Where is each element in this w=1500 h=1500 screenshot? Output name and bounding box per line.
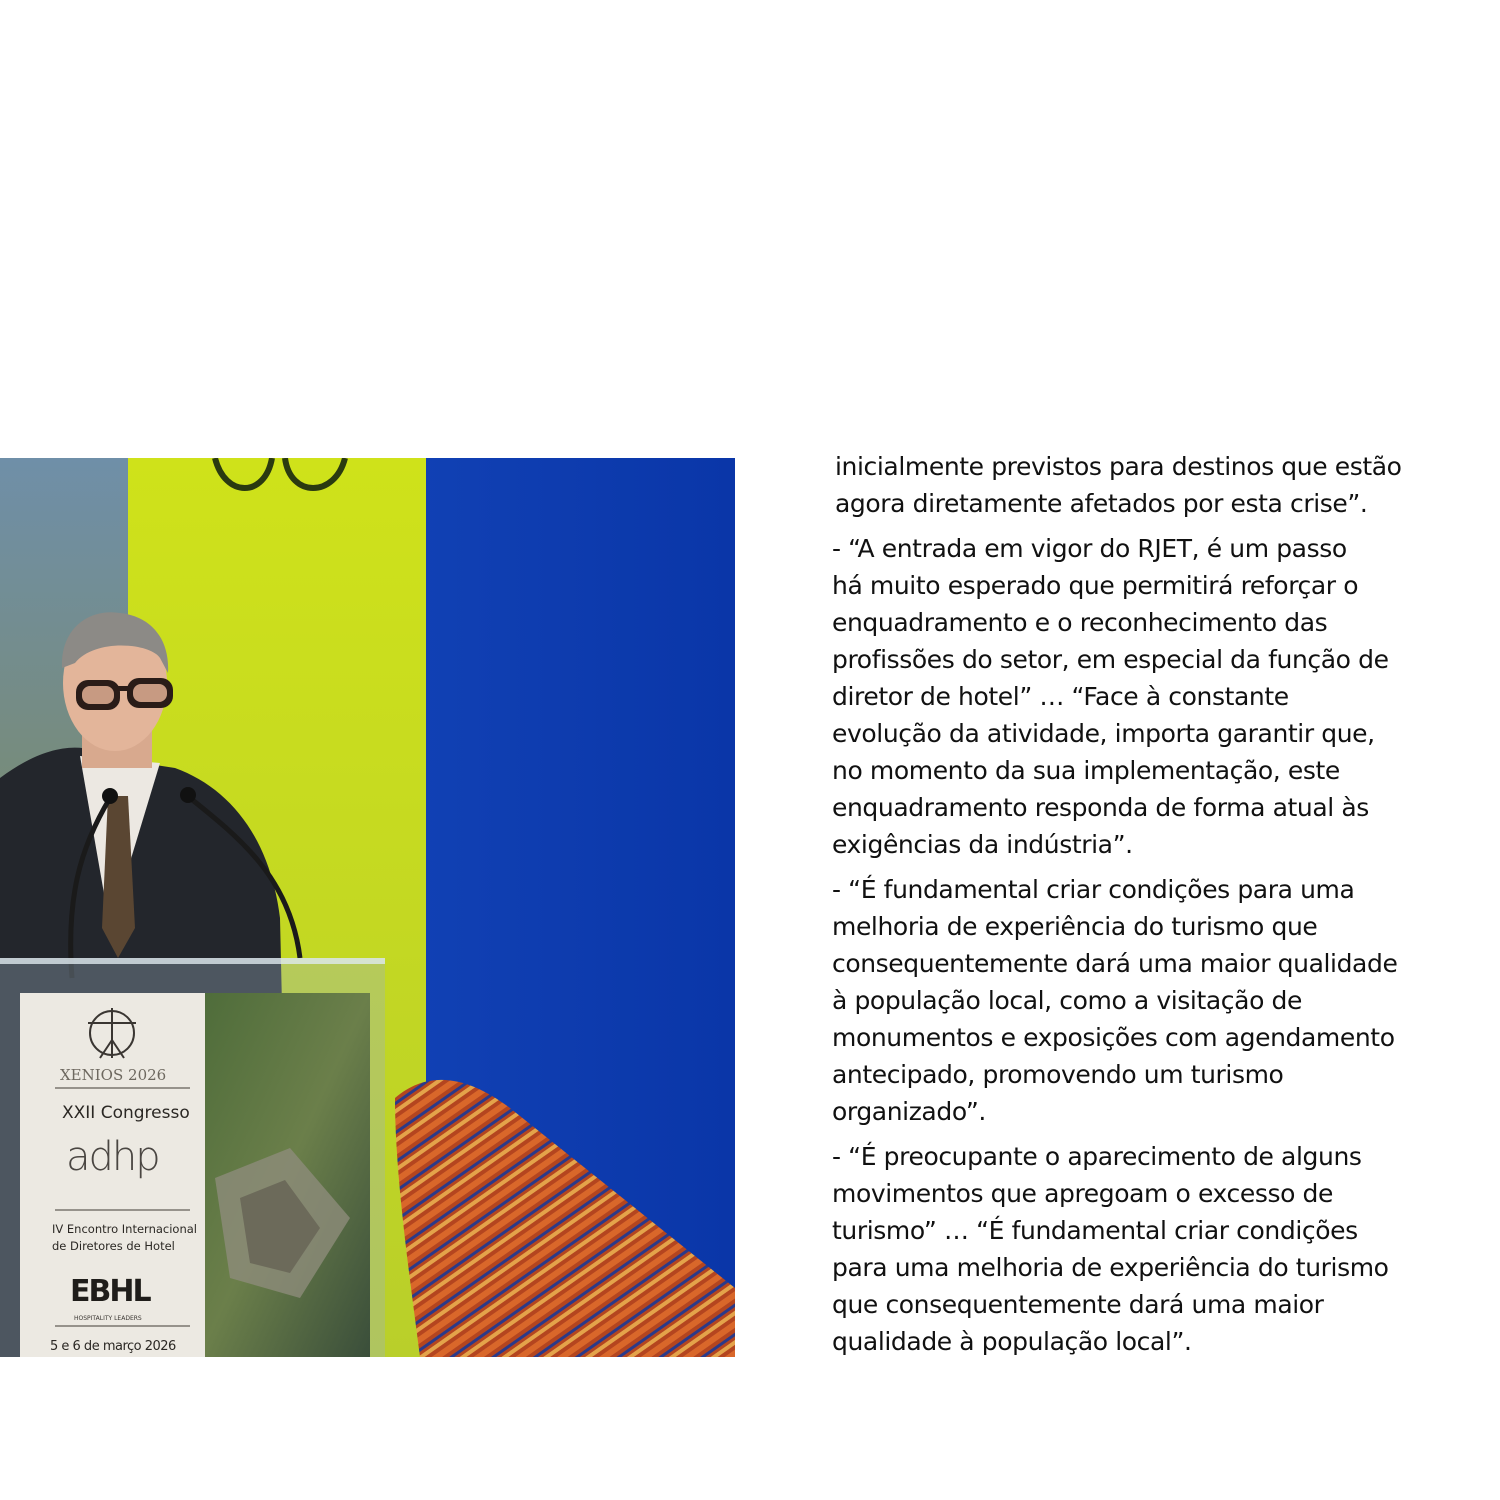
paragraph-crisis: inicialmente previstos para destinos que estão agora diretamente afetados por esta crise”. xyxy=(835,452,1402,518)
ebhl-logo: EBHL xyxy=(70,1274,150,1309)
paragraph-rjet: - “A entrada em vigor do RJET, é um passo há muito esperado que permitirá reforçar o enquadramento e o reconhecimento das profissões do setor, em especial da função de diretor de hotel” … “Face à constante evolução da atividade, importa garantir que, no momento da sua implementação, este enquadramento responda de forma atual às exigências da indústria”. xyxy=(832,534,1389,859)
paragraph-overtourism: - “É preocupante o aparecimento de alguns movimentos que apregoam o excesso de turismo” … “É fundamental criar condições para uma melhoria de experiência do turismo que consequentemente dará uma maior qualidade à população local”. xyxy=(832,1142,1389,1356)
paragraph-experience: - “É fundamental criar condições para uma melhoria de experiência do turismo que consequentemente dará uma maior qualidade à população local, como a visitação de monumentos e exposições com agendamento antecipado, promovendo um turismo organizado”. xyxy=(832,875,1398,1126)
article-text xyxy=(832,448,1402,1368)
podium-congress-text: XXII Congresso xyxy=(62,1103,190,1123)
podium-dates-text: 5 e 6 de março 2026 xyxy=(50,1339,176,1354)
podium-meeting-line1: IV Encontro Internacional xyxy=(52,1222,198,1236)
podium-meeting-line2: de Diretores de Hotel xyxy=(52,1239,175,1253)
ebhl-tagline: HOSPITALITY LEADERS xyxy=(74,1315,142,1322)
podium-event-text: XENIOS 2026 xyxy=(60,1066,167,1084)
speaker-photo xyxy=(0,458,735,1357)
adhp-logo: adhp xyxy=(66,1134,159,1180)
